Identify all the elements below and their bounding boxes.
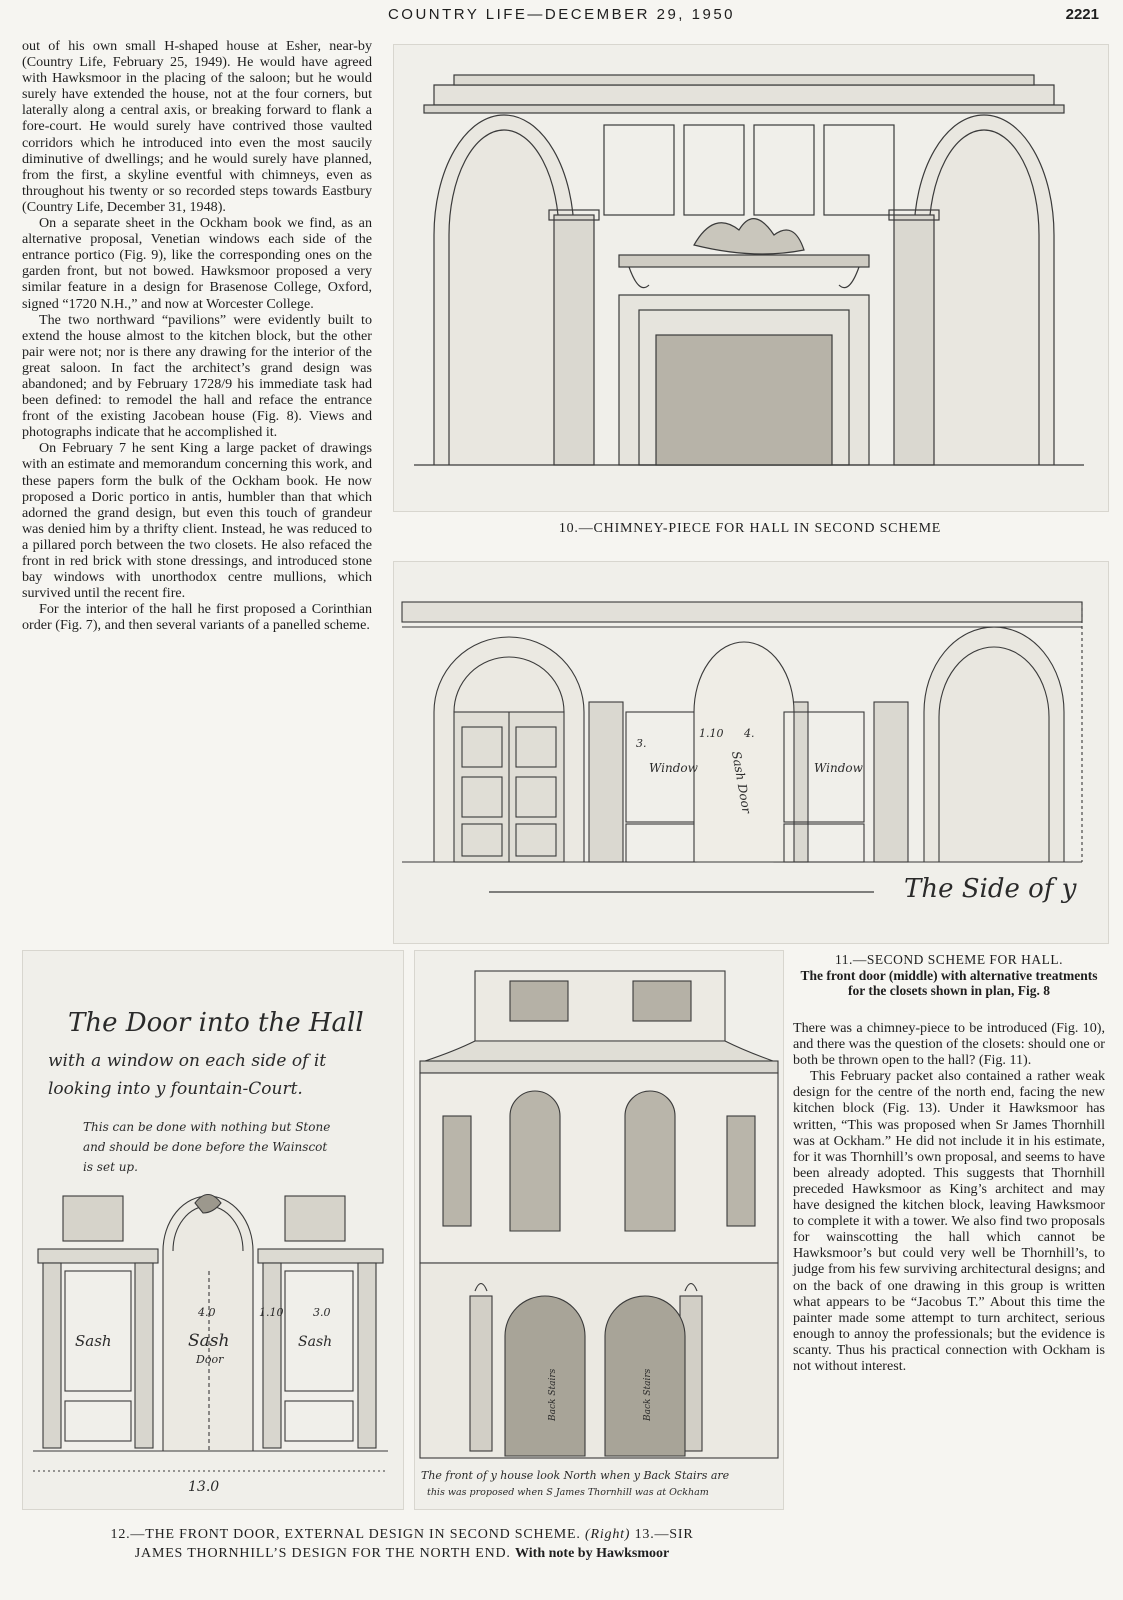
paragraph: There was a chimney-piece to be introduced (Fig. 10), and there was the question of the closets: should one or both be thrown open to the hall? (Fig. 11).: [793, 1020, 1105, 1069]
figure-11-caption-title: 11.—SECOND SCHEME FOR HALL.: [835, 952, 1063, 967]
centre-door-label: Sash Door: [729, 750, 754, 815]
figure-10-caption: 10.—CHIMNEY-PIECE FOR HALL IN SECOND SCHEME: [558, 521, 942, 536]
hawksmoor-note: The front of y house look North when y Back Stairs are: [421, 1469, 730, 1482]
figure-13-north-end: [414, 950, 784, 1510]
figure-11-caption: [793, 952, 1105, 999]
window-sash-label-left: Sash: [75, 1332, 112, 1350]
door-sash-label: Sash: [188, 1331, 230, 1351]
hall-elevation-drawing: [394, 562, 1108, 943]
door-label-left: Back Stairs: [548, 1368, 558, 1421]
caption-fig13: JAMES THORNHILL’S DESIGN FOR THE NORTH END.: [134, 1546, 511, 1561]
door-label: Door: [196, 1353, 224, 1366]
paragraph: This February packet also contained a rather weak design for the centre of the north end, facing the new kitchen block (Fig. 13). Under it Hawksmoor has written, “This was proposed when Sr James Thornhill was at Ockham.” He did not include it in his estimate, for it was Thornhill’s own proposal, and seems to have been already adopted. This suggests that Thornhill preceded Hawksmoor as King’s architect and may have designed the kitchen block, leaving Hawksmoor to complete it with a tower. We also find two proposals for wainscotting the hall which cannot be Hawksmoor’s but could very well be Thornhill’s, to judge from his few surviving architectural designs; and on the back of one drawing in this group is written what appears to be “Jacobus T.” About this time the painter made some attempt to turn architect, serious enough to annoy the professionals; but the evidence is scanty. Thus his practical connection with Ockham is not without interest.: [793, 1068, 1105, 1374]
running-title: COUNTRY LIFE—DECEMBER 29, 1950: [387, 6, 736, 23]
dimension-label: 3.0: [313, 1306, 331, 1319]
caption-fig12: 12.—THE FRONT DOOR, EXTERNAL DESIGN IN SECOND SCHEME.: [110, 1527, 581, 1542]
drawing-subtitle: with a window on each side of it: [48, 1051, 327, 1071]
closet-window-label-right: Window: [814, 761, 863, 775]
caption-right-marker: (Right): [585, 1527, 631, 1542]
figure-10-chimney-piece: [393, 44, 1109, 512]
front-door-drawing: [23, 951, 403, 1509]
dimension-label: 1.10: [259, 1306, 284, 1319]
caption-fig13-start: 13.—SIR: [634, 1527, 694, 1542]
figures-12-13-caption: [22, 1525, 782, 1563]
caption-note-credit: With note by Hawksmoor: [515, 1546, 670, 1561]
paragraph: On February 7 he sent King a large packet of drawings with an estimate and memorandum concerning this work, and these papers form the bulk of the Ockham book. He now proposed a Doric portico in antis, humbler than that which adorned the grand design, but even this touch of grandeur was denied him by a thrifty client. Instead, he was reduced to a pillared porch between the two closets. He also refaced the front in red brick with stone dressings, and introduced stone bay windows with unorthodox centre mullions, which survived until the recent fire.: [22, 440, 372, 602]
page-number: 2221: [1065, 6, 1099, 23]
dimension-label: 1.10: [699, 727, 724, 740]
drawing-note: is set up.: [83, 1160, 138, 1174]
figure-11-hall-elevation: [393, 561, 1109, 944]
paragraph: On a separate sheet in the Ockham book we find, as an alternative proposal, Venetian windows each side of the entrance portico (Fig. 9), like the corresponding ones on the garden front, but not bowed. Hawksmoor proposed a very similar feature in a design for Brasenose College, Oxford, signed “1720 N.H.,” and now at Worcester College.: [22, 215, 372, 312]
door-label-right: Back Stairs: [643, 1368, 653, 1421]
caption-line-1: [22, 1525, 782, 1544]
drawing-note: and should be done before the Wainscot: [83, 1140, 328, 1154]
dimension-label: 13.0: [188, 1479, 220, 1495]
paragraph: out of his own small H-shaped house at Esher, near-by (Country Life, February 25, 1949). He would have agreed with Hawksmoor in the placing of the saloon; but he would surely have extended the house, not at the four corners, but laterally along a central axis, or breaking forward to flank a fore-court. He would surely have contrived those vaulted corridors which he introduced into even the most saucily diminutive of dwellings; and he would surely have planned, from the first, a skyline eventful with chimneys, even as throughout his twenty or so recorded steps towards Eastbury (Country Life, December 31, 1948).: [22, 38, 372, 215]
north-end-drawing: [415, 951, 783, 1509]
chimney-piece-drawing: [394, 45, 1108, 511]
article-column-right: [793, 1020, 1105, 1374]
dimension-label: 4.: [744, 727, 755, 740]
dimension-label: 4.0: [198, 1306, 216, 1319]
drawing-subtitle: looking into y fountain-Court.: [48, 1079, 303, 1099]
drawing-title: The Door into the Hall: [68, 1008, 364, 1038]
window-sash-label-right: Sash: [298, 1334, 333, 1350]
paragraph: For the interior of the hall he first proposed a Corinthian order (Fig. 7), and then several variants of a panelled scheme.: [22, 601, 372, 634]
figure-11-caption-body: The front door (middle) with alternative treatments for the closets shown in plan, Fig. 8: [800, 967, 1098, 998]
closet-window-label-left: Window: [649, 761, 698, 775]
caption-line-2: [22, 1544, 782, 1563]
paragraph: The two northward “pavilions” were evidently built to extend the house almost to the kitchen block, but the other pair were not; nor is there any drawing for the interior of the great saloon. In fact the architect’s grand design was abandoned; and by February 1728/9 his immediate task had been defined: to remodel the hall and reface the entrance front of the existing Jacobean house (Fig. 8). Views and photographs indicate that he accomplished it.: [22, 311, 372, 441]
hawksmoor-note: this was proposed when S James Thornhill was at Ockham: [427, 1487, 709, 1498]
figure-12-front-door: [22, 950, 404, 1510]
drawing-note: This can be done with nothing but Stone: [83, 1120, 331, 1134]
dimension-label: 3.: [636, 737, 647, 750]
handwritten-inscription: The Side of y: [904, 874, 1077, 904]
article-column-left: [22, 38, 372, 633]
